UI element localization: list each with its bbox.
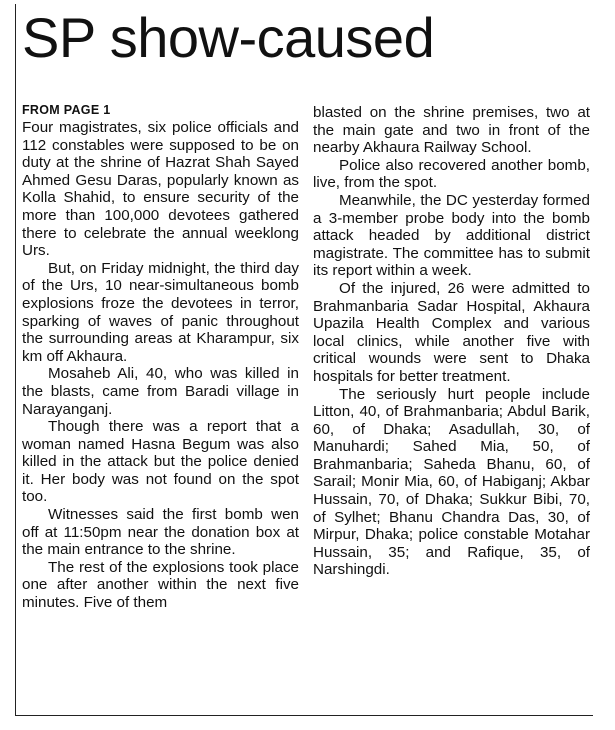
paragraph: Witnesses said the first bomb wen off at 11:50pm near the donation box at the main entrance to the shrine. — [22, 506, 299, 559]
column-rule-bottom — [15, 715, 593, 716]
paragraph: The rest of the explosions took place one after another within the next five minutes. Five of them — [22, 558, 299, 612]
paragraph: Four magistrates, six police officials and 112 constables were supposed to be on duty at the shrine of Hazrat Shah Sayed Ahmed Gesu Daras, popularly known as Kolla Shahid, to ensure security of the more than 100,000 devotees gathered there to celebrate the annual weeklong Urs. — [22, 119, 299, 260]
paragraph: Though there was a report that a woman named Hasna Begum was also killed in the attack but the police denied it. Her body was not found on the spot too. — [22, 418, 299, 506]
paragraph: Police also recovered another bomb, live, from the spot. — [313, 156, 590, 192]
column-rule-left — [15, 4, 16, 716]
paragraph: Of the injured, 26 were admitted to Brahmanbaria Sadar Hospital, Akhaura Upazila Health Complex and various local clinics, while another five with critical wounds were sent to Dhaka hospitals for better treatment. — [313, 279, 590, 385]
paragraph: The seriously hurt people include Litton, 40, of Brahmanbaria; Abdul Barik, 60, of Dhaka; Asadullah, 30, of Manuhardi; Sahed Mia, 50, of Brahmanbaria; Saheda Bhanu, 60, of Sarail; Monir Mia, 60, of Habiganj; Akbar Hussain, 70, of Dhaka; Sukkur Bibi, 70, of Sylhet; Bhanu Chandra Das, 30, of Mirpur, Dhaka; police constable Motahar Hussain, 35; and Rafique, 35, of Narshingdi. — [313, 385, 590, 579]
paragraph: But, on Friday midnight, the third day of the Urs, 10 near-simultaneous bomb explosions froze the devotees in terror, sparking of waves of panic throughout the surrounding areas at Kharampur, six km off Akhaura. — [22, 259, 299, 365]
article-column-left — [22, 102, 299, 612]
article-column-right — [313, 104, 590, 579]
paragraph: blasted on the shrine premises, two at the main gate and two in front of the nearby Akhaura Railway School. — [313, 104, 590, 157]
paragraph: Mosaheb Ali, 40, who was killed in the blasts, came from Baradi village in Narayanganj. — [22, 365, 299, 418]
paragraph: Meanwhile, the DC yesterday formed a 3-member probe body into the bomb attack headed by additional district magistrate. The committee has to submit its report within a week. — [313, 191, 590, 280]
headline: SP show-caused — [22, 6, 435, 69]
continuation-kicker: FROM PAGE 1 — [22, 103, 111, 117]
